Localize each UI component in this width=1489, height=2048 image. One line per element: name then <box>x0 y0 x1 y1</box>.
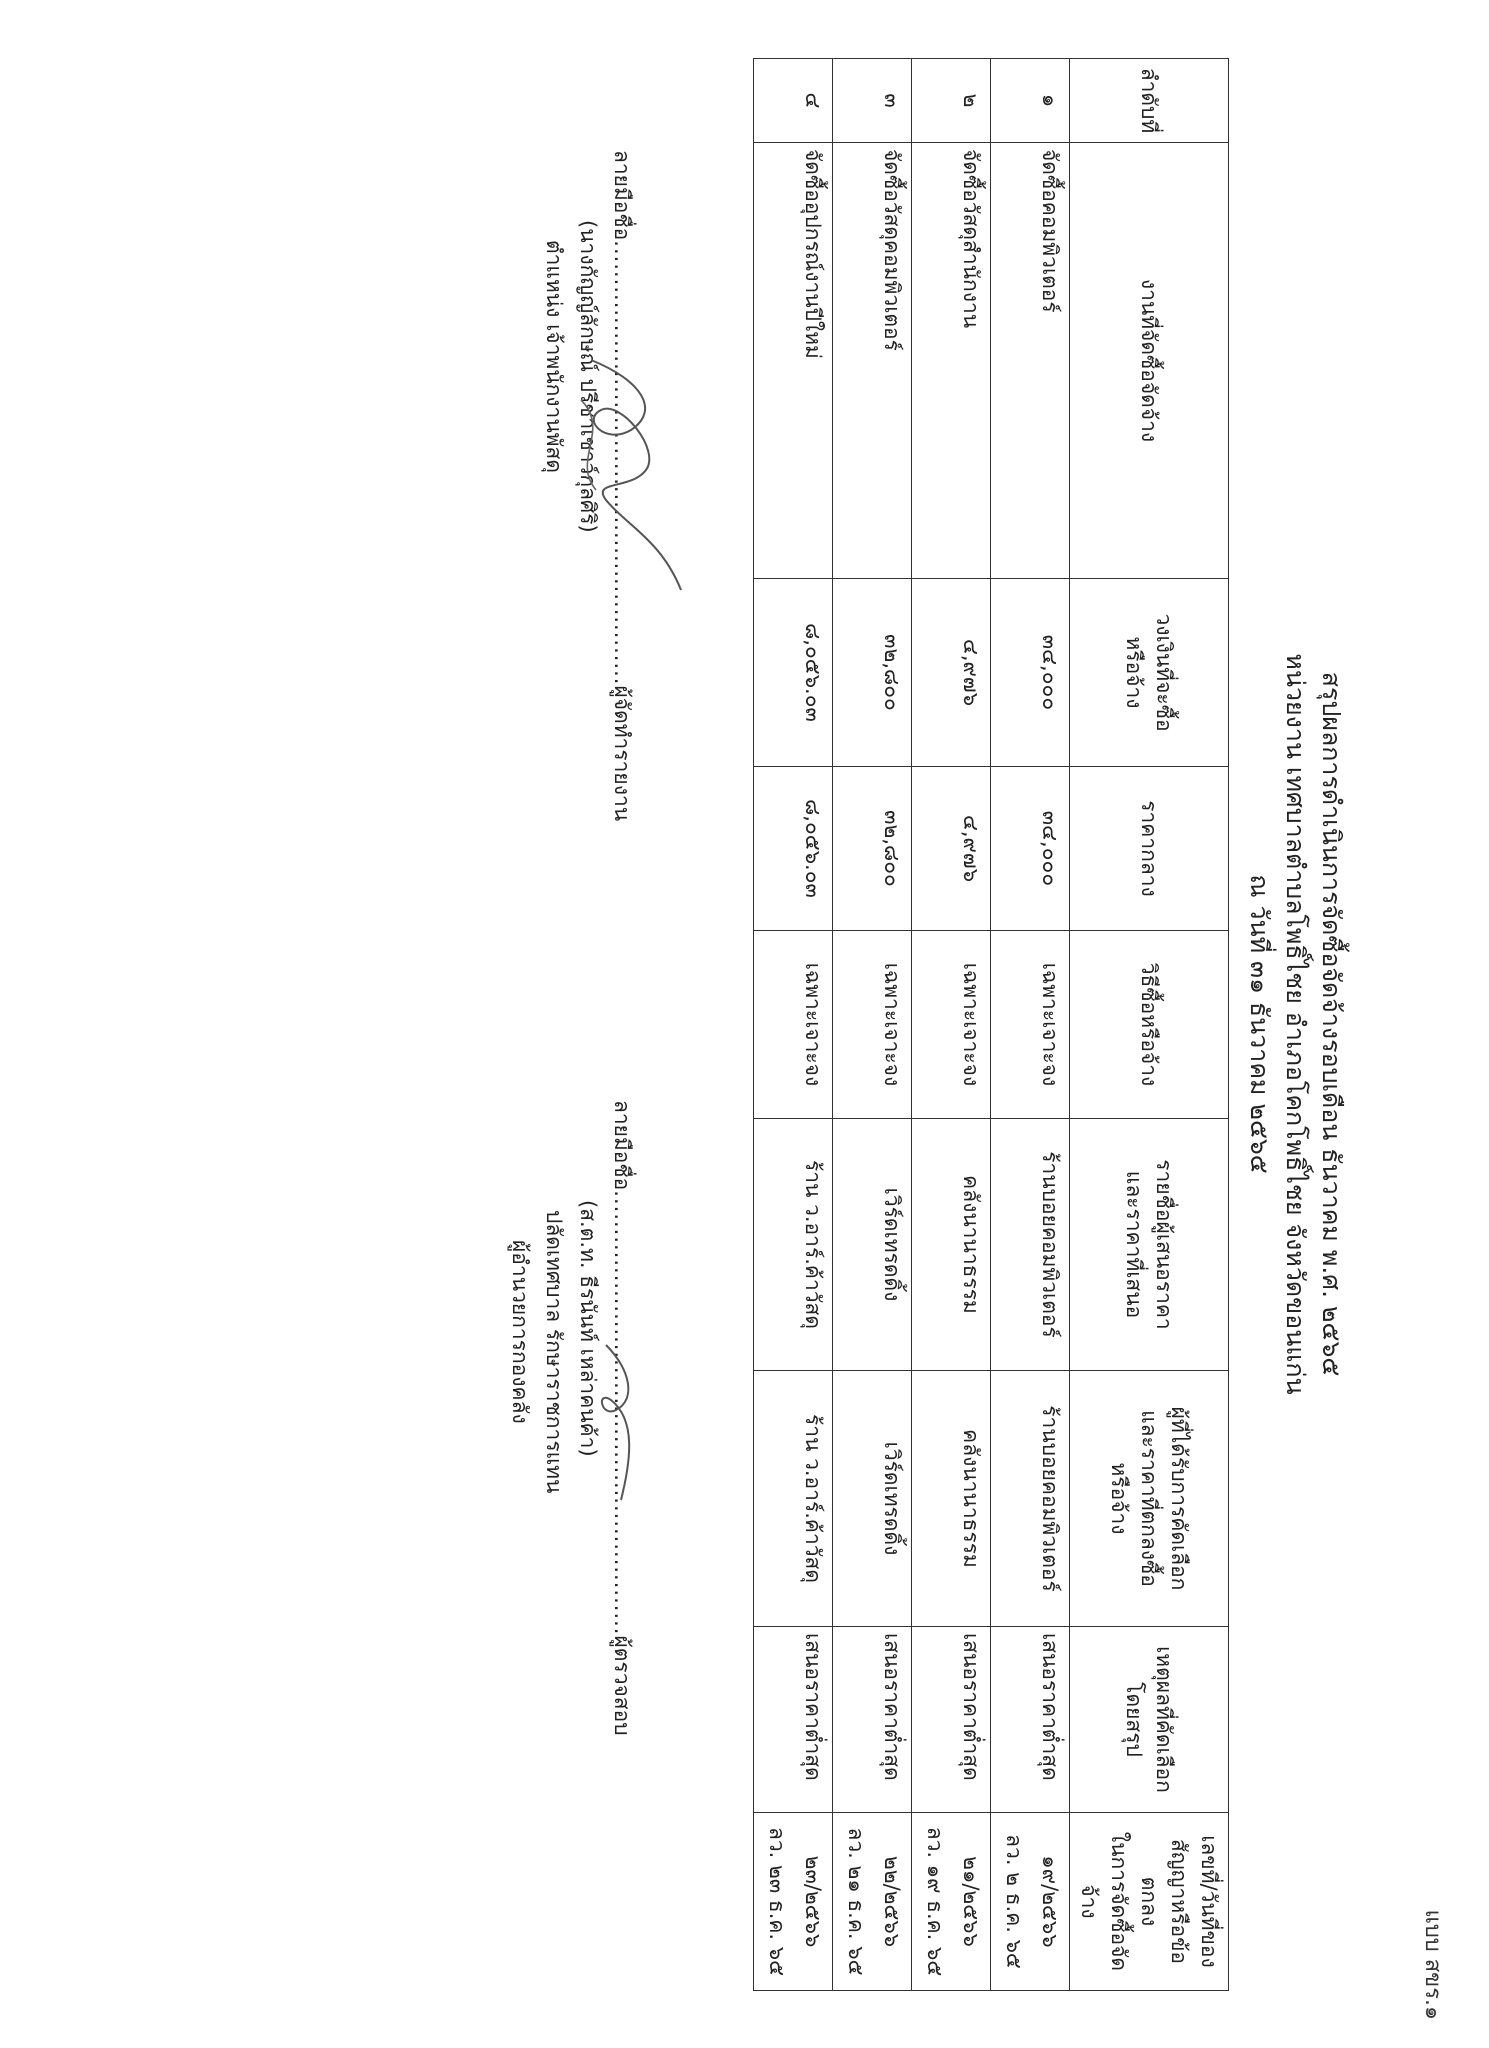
reporter-sign-line: ลายมือชื่อ..........................................................ผู้จัดทำรายงาน <box>610 150 634 822</box>
row-no: ๔ <box>754 59 833 143</box>
header-reason-line2: โดยสรุป <box>1122 1682 1146 1757</box>
row-median-price: ๔,๙๗๖ <box>912 767 991 931</box>
row-contract-no: ๑๙/๒๕๖๖ <box>1038 1855 1062 1948</box>
header-contract <box>1070 1813 1229 1991</box>
row-method: เฉพาะเจาะจง <box>833 931 912 1119</box>
row-reason: เสนอราคาต่ำสุด <box>991 1627 1070 1813</box>
header-bidders <box>1070 1119 1229 1371</box>
document-title: สรุปผลการดำเนินการจัดซื้อจัดจ้างรอบเดือน ธันวาคม พ.ศ. ๒๕๖๕ <box>1317 671 1346 1377</box>
row-work: จัดซื้อวัสดุสำนักงาน <box>912 143 991 579</box>
reviewer-signature-scribble <box>581 1330 651 1510</box>
header-budget-line1: วงเงินที่จะซื้อ <box>1152 613 1176 732</box>
table-row <box>991 59 1070 1991</box>
header-contract-line2: สัญญาหรือข้อตกลง <box>1137 1838 1191 1965</box>
row-work: จัดซื้อวัสดุคอมพิวเตอร์ <box>833 143 912 579</box>
as-of-date: ณ วันที่ ๓๑ ธันวาคม ๒๕๖๕ <box>1245 874 1274 1174</box>
reporter-signature-scribble <box>551 340 701 600</box>
row-contract-no: ๒๒/๒๕๖๖ <box>880 1855 904 1948</box>
row-contract-date: ลว. ๒ ธ.ค. ๖๕ <box>1002 1834 1026 1969</box>
header-winner-line1: ผู้ที่ได้รับการคัดเลือก <box>1167 1406 1191 1591</box>
reviewer-name: (ส.ต.ท. ธีรนันท์ เหล่าคนค้า) <box>576 1200 600 1457</box>
reviewer-role: ผู้ตรวจสอบ <box>610 1635 634 1736</box>
header-winner-line2: และราคาที่ตกลงซื้อ <box>1137 1410 1161 1587</box>
header-no: ลำดับที่ <box>1070 59 1229 143</box>
reviewer-position-2: ผู้อำนวยการกองคลัง <box>508 1240 532 1424</box>
header-contract-line3: ในการจัดซื้อจัดจ้าง <box>1077 1831 1131 1972</box>
reporter-sign-label: ลายมือชื่อ <box>610 150 634 241</box>
row-no: ๒ <box>912 59 991 143</box>
header-work: งานที่จัดซื้อจัดจ้าง <box>1070 143 1229 579</box>
row-reason: เสนอราคาต่ำสุด <box>754 1627 833 1813</box>
table-row <box>912 59 991 1991</box>
row-budget: ๔,๙๗๖ <box>912 579 991 767</box>
row-contract <box>754 1813 833 1991</box>
form-code: แบบ สขร.๑ <box>1420 1909 1445 2020</box>
row-winner: คลังนานาธรรม <box>912 1371 991 1627</box>
header-bidders-line2: และราคาที่เสนอ <box>1122 1170 1146 1319</box>
header-winner-line3: หรือจ้าง <box>1107 1462 1131 1535</box>
table-row <box>833 59 912 1991</box>
row-contract-no: ๒๑/๒๕๖๖ <box>959 1856 983 1947</box>
reporter-position: ตำแหน่ง เจ้าพนักงานพัสดุ <box>542 240 566 473</box>
header-bidders-line1: รายชื่อผู้เสนอราคา <box>1152 1159 1176 1330</box>
row-bidder: คลังนานาธรรม <box>912 1119 991 1371</box>
header-budget-line2: หรือจ้าง <box>1122 636 1146 709</box>
procurement-table <box>753 58 1229 1991</box>
row-bidder: ร้าน ว.อาร์.ค้าวัสดุ <box>754 1119 833 1371</box>
row-method: เฉพาะเจาะจง <box>912 931 991 1119</box>
row-winner: ร้าน ว.อาร์.ค้าวัสดุ <box>754 1371 833 1627</box>
row-contract-no: ๒๓/๒๕๖๖ <box>801 1855 825 1948</box>
row-method: เฉพาะเจาะจง <box>991 931 1070 1119</box>
row-work: จัดซื้ออุปกรณ์งานปีใหม่ <box>754 143 833 579</box>
row-median-price: ๓๒,๘๐๐ <box>833 767 912 931</box>
table-header-row <box>1070 59 1229 1991</box>
reporter-role: ผู้จัดทำรายงาน <box>610 685 634 822</box>
header-method: วิธีซื้อหรือจ้าง <box>1070 931 1229 1119</box>
reporter-name: (นางกัญญ์ลักษณ์ ปรีชาเชาว์กุลศิริ) <box>576 220 600 533</box>
table-row <box>754 59 833 1991</box>
row-median-price: ๘,๐๕๖.๐๓ <box>754 767 833 931</box>
row-budget: ๓๒,๘๐๐ <box>833 579 912 767</box>
row-method: เฉพาะเจาะจง <box>754 931 833 1119</box>
reviewer-signature-block <box>503 1100 639 1800</box>
row-winner: เวิร์ดเทรดดิ้ง <box>833 1371 912 1627</box>
row-work: จัดซื้อคอมพิวเตอร์ <box>991 143 1070 579</box>
row-budget: ๓๔,๐๐๐ <box>991 579 1070 767</box>
header-reason-line1: เหตุผลที่คัดเลือก <box>1152 1646 1176 1793</box>
header-median-price: ราคากลาง <box>1070 767 1229 931</box>
reporter-signature-block <box>537 150 639 822</box>
row-contract <box>991 1813 1070 1991</box>
row-bidder: ร้านบอยคอมพิวเตอร์ <box>991 1119 1070 1371</box>
row-budget: ๘,๐๕๖.๐๓ <box>754 579 833 767</box>
reviewer-sign-label: ลายมือชื่อ <box>610 1100 634 1191</box>
row-reason: เสนอราคาต่ำสุด <box>912 1627 991 1813</box>
row-contract <box>912 1813 991 1991</box>
reviewer-position-1: ปลัดเทศบาล รักษาราชการแทน <box>542 1210 566 1494</box>
reviewer-sign-line: ลายมือชื่อ..........................................................ผู้ตรวจสอบ <box>610 1100 634 1736</box>
row-bidder: เวิร์ดเทรดดิ้ง <box>833 1119 912 1371</box>
header-contract-line1: เลขที่/วันที่ของ <box>1197 1835 1221 1968</box>
row-no: ๓ <box>833 59 912 143</box>
row-winner: ร้านบอยคอมพิวเตอร์ <box>991 1371 1070 1627</box>
row-contract-date: ลว. ๑๙ ธ.ค. ๖๕ <box>923 1826 947 1977</box>
row-reason: เสนอราคาต่ำสุด <box>833 1627 912 1813</box>
row-no: ๑ <box>991 59 1070 143</box>
row-contract <box>833 1813 912 1991</box>
header-reason <box>1070 1627 1229 1813</box>
header-winner <box>1070 1371 1229 1627</box>
row-median-price: ๓๔,๐๐๐ <box>991 767 1070 931</box>
header-budget <box>1070 579 1229 767</box>
row-contract-date: ลว. ๒๑ ธ.ค. ๖๕ <box>844 1827 868 1976</box>
agency-line: หน่วยงาน เทศบาลตำบลโพธิ์ไชย อำเภอโคกโพธิ์ไชย จังหวัดขอนแก่น <box>1281 653 1310 1395</box>
row-contract-date: ลว. ๒๓ ธ.ค. ๖๕ <box>765 1827 789 1976</box>
